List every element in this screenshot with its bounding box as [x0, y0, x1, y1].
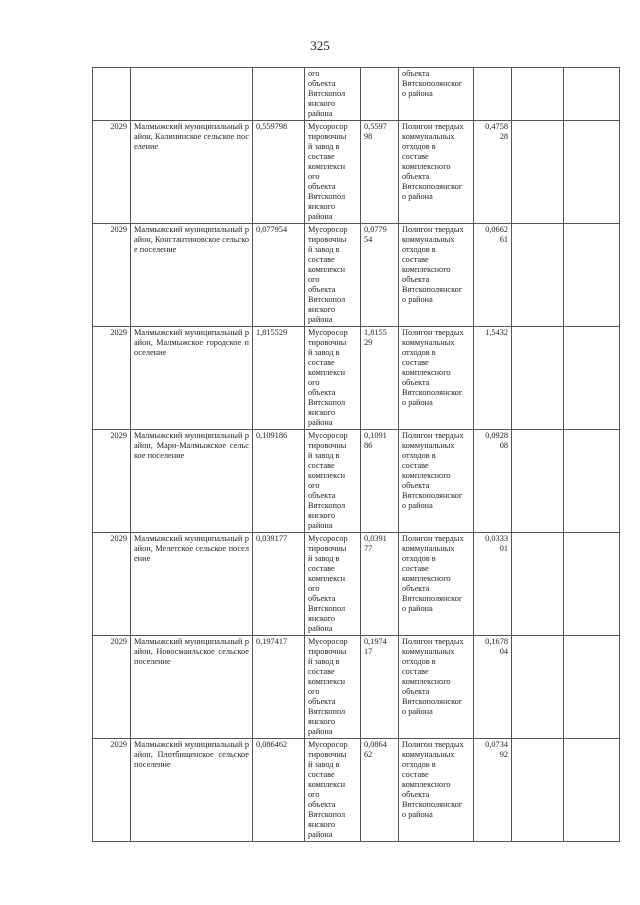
empty-cell	[564, 327, 620, 430]
destination-cell: Полигон твердых коммунальных отходов в составе комплексного объекта Вятскополянског о района	[399, 636, 474, 739]
table-row	[93, 121, 620, 224]
empty-cell	[512, 430, 564, 533]
empty-cell	[512, 533, 564, 636]
volume-cell: 0,197417	[253, 636, 305, 739]
destination-cell: Полигон твердых коммунальных отходов в составе комплексного объекта Вятскополянског о района	[399, 121, 474, 224]
table-row	[93, 430, 620, 533]
table-row	[93, 327, 620, 430]
facility-volume-cell: 0,0779 54	[361, 224, 399, 327]
facility-volume-cell: 1,8155 29	[361, 327, 399, 430]
table-row	[93, 636, 620, 739]
table-row	[93, 224, 620, 327]
empty-cell	[564, 636, 620, 739]
municipality-cell: Малмыжский муниципальный район, Мари-Малмыжское сельское поселение	[131, 430, 253, 533]
facility-volume-cell: 0,1974 17	[361, 636, 399, 739]
destination-cell: Полигон твердых коммунальных отходов в составе комплексного объекта Вятскополянског о района	[399, 327, 474, 430]
year-cell: 2029	[93, 121, 131, 224]
volume-cell: 0,086462	[253, 739, 305, 842]
year-cell	[93, 68, 131, 121]
facility-cell: Мусоросор тировочны й завод в составе комплексн ого объекта Вятскопол янского района	[305, 533, 361, 636]
volume-cell	[253, 68, 305, 121]
destination-cell: Полигон твердых коммунальных отходов в составе комплексного объекта Вятскополянског о района	[399, 739, 474, 842]
facility-cell: Мусоросор тировочны й завод в составе комплексн ого объекта Вятскопол янского района	[305, 224, 361, 327]
volume-cell: 0,559798	[253, 121, 305, 224]
volume-cell: 0,077954	[253, 224, 305, 327]
municipality-cell	[131, 68, 253, 121]
year-cell: 2029	[93, 224, 131, 327]
empty-cell	[512, 121, 564, 224]
municipality-cell: Малмыжский муниципальный район, Мелетское сельское поселение	[131, 533, 253, 636]
municipality-cell: Малмыжский муниципальный район, Константиновское сельское поселение	[131, 224, 253, 327]
page-number: 325	[310, 38, 330, 53]
volume-cell: 0,039177	[253, 533, 305, 636]
empty-cell	[512, 636, 564, 739]
facility-cell: ого объекта Вятскопол янского района	[305, 68, 361, 121]
destination-cell: Полигон твердых коммунальных отходов в составе комплексного объекта Вятскополянског о района	[399, 224, 474, 327]
empty-cell	[564, 68, 620, 121]
facility-cell: Мусоросор тировочны й завод в составе комплексн ого объекта Вятскопол янского района	[305, 327, 361, 430]
facility-volume-cell: 0,0391 77	[361, 533, 399, 636]
facility-cell: Мусоросор тировочны й завод в составе комплексн ого объекта Вятскопол янского района	[305, 636, 361, 739]
table-row	[93, 533, 620, 636]
volume-cell: 0,109186	[253, 430, 305, 533]
destination-volume-cell: 0,0928 08	[474, 430, 512, 533]
municipality-cell: Малмыжский муниципальный район, Малмыжское городское поселение	[131, 327, 253, 430]
empty-cell	[512, 739, 564, 842]
empty-cell	[564, 739, 620, 842]
municipality-cell: Малмыжский муниципальный район, Новосмаильское сельское поселение	[131, 636, 253, 739]
destination-volume-cell	[474, 68, 512, 121]
facility-volume-cell: 0,1091 86	[361, 430, 399, 533]
destination-cell: Полигон твердых коммунальных отходов в составе комплексного объекта Вятскополянског о района	[399, 533, 474, 636]
year-cell: 2029	[93, 327, 131, 430]
destination-volume-cell: 0,0662 61	[474, 224, 512, 327]
destination-volume-cell: 0,0333 01	[474, 533, 512, 636]
empty-cell	[564, 224, 620, 327]
empty-cell	[564, 430, 620, 533]
year-cell: 2029	[93, 636, 131, 739]
destination-cell: объекта Вятскополянског о района	[399, 68, 474, 121]
facility-cell: Мусоросор тировочны й завод в составе комплексн ого объекта Вятскопол янского района	[305, 121, 361, 224]
municipality-cell: Малмыжский муниципальный район, Калининское сельское поселение	[131, 121, 253, 224]
destination-volume-cell: 1,5432	[474, 327, 512, 430]
destination-volume-cell: 0,4758 28	[474, 121, 512, 224]
empty-cell	[564, 121, 620, 224]
facility-cell: Мусоросор тировочны й завод в составе комплексн ого объекта Вятскопол янского района	[305, 430, 361, 533]
empty-cell	[512, 68, 564, 121]
destination-volume-cell: 0,1678 04	[474, 636, 512, 739]
municipality-cell: Малмыжский муниципальный район, Плотбищенское сельское поселение	[131, 739, 253, 842]
destination-cell: Полигон твердых коммунальных отходов в составе комплексного объекта Вятскополянског о района	[399, 430, 474, 533]
empty-cell	[512, 327, 564, 430]
facility-volume-cell: 0,5597 98	[361, 121, 399, 224]
destination-volume-cell: 0,0734 92	[474, 739, 512, 842]
waste-flow-table	[92, 67, 620, 842]
facility-cell: Мусоросор тировочны й завод в составе комплексн ого объекта Вятскопол янского района	[305, 739, 361, 842]
year-cell: 2029	[93, 739, 131, 842]
table-row	[93, 68, 620, 121]
empty-cell	[564, 533, 620, 636]
table-row	[93, 739, 620, 842]
volume-cell: 1,815529	[253, 327, 305, 430]
year-cell: 2029	[93, 533, 131, 636]
year-cell: 2029	[93, 430, 131, 533]
empty-cell	[512, 224, 564, 327]
facility-volume-cell	[361, 68, 399, 121]
facility-volume-cell: 0,0864 62	[361, 739, 399, 842]
